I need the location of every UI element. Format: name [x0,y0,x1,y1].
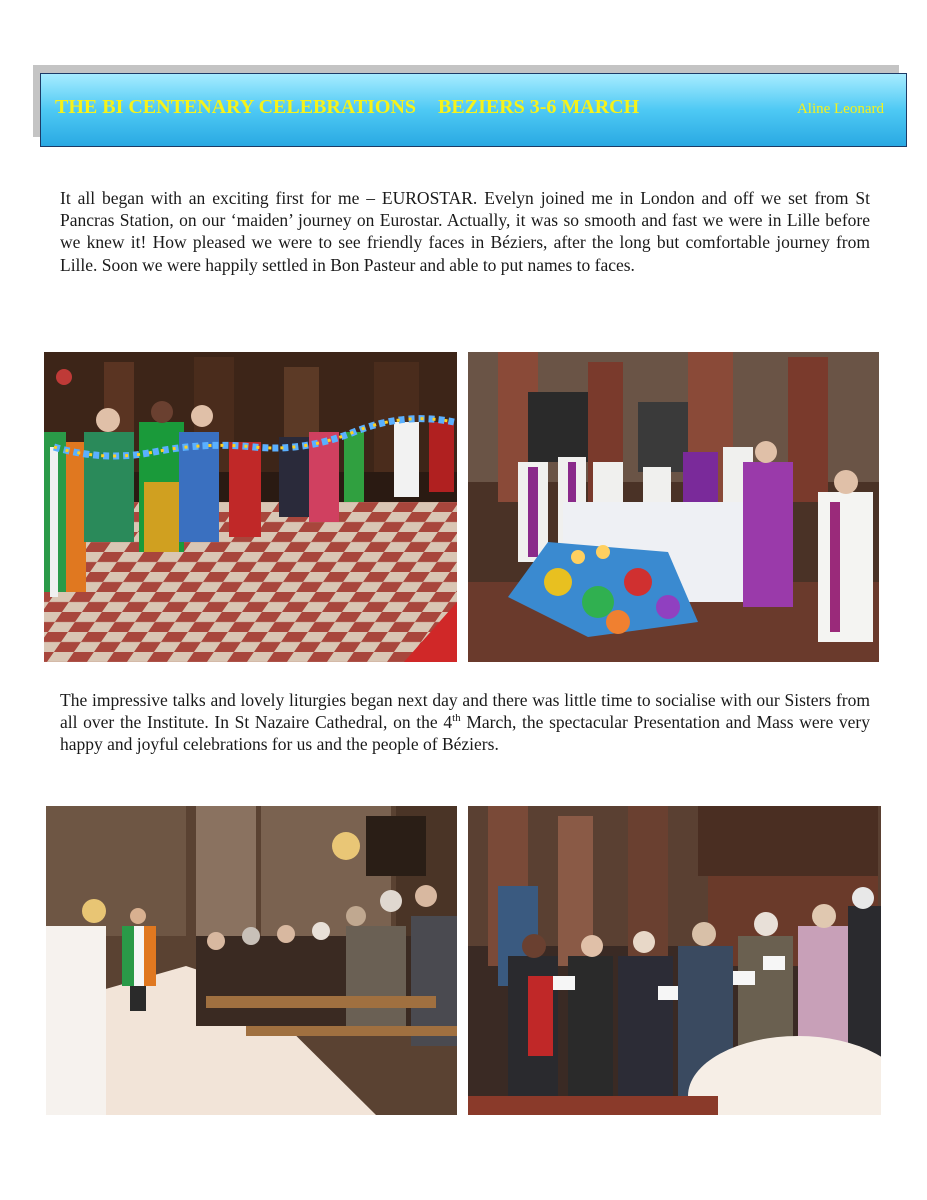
cathedral-paragraph [60,689,870,756]
photo-procession-garland [44,352,457,662]
photo-cathedral-congregation [46,806,457,1115]
article-title-event: BEZIERS 3-6 MARCH [438,96,640,118]
ordinal-suffix: th [452,712,461,725]
article-author: Aline Leonard [796,101,884,117]
photo-mass-altar [468,352,879,662]
photo-sisters-singing [468,806,881,1115]
article-title [55,96,639,119]
article-title-main: THE BI CENTENARY CELEBRATIONS [55,96,417,118]
header-banner [40,73,907,147]
cathedral-paragraph-start: The impressive talks and lovely liturgies began next day and there was little time to socialise with our Sisters from all over the Institute. In St Nazaire Cathedral, on the 4 [60,690,870,733]
cathedral-paragraph-end: March, the spectacular Presentation and Mass were very happy and joyful celebrations for us and the people of Béziers. [60,712,871,755]
intro-paragraph: It all began with an exciting first for me – EUROSTAR. Evelyn joined me in London and off we set from St Pancras Station, on our ‘maiden’ journey on Eurostar. Actually, it was so smooth and fast we were in Lille before we knew it! How pleased we were to see friendly faces in Béziers, after the long but comfortable journey from Lille. Soon we were happily settled in Bon Pasteur and able to put names to faces. [60,188,870,275]
